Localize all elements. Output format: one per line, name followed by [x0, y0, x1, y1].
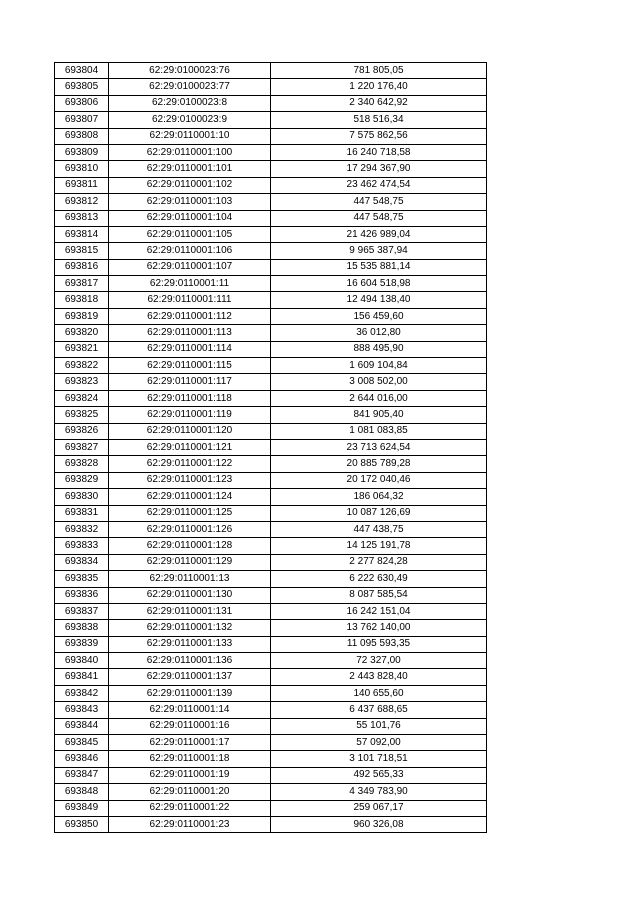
table-row	[55, 292, 487, 308]
row-number-cell: 693812	[55, 194, 109, 210]
cadastral-value-cell: 15 535 881,14	[271, 259, 487, 275]
cadastral-value-cell: 259 067,17	[271, 800, 487, 816]
row-number-cell: 693849	[55, 800, 109, 816]
table-row	[55, 144, 487, 160]
cadastral-number-cell: 62:29:0110001:106	[109, 243, 271, 259]
cadastral-value-cell: 518 516,34	[271, 112, 487, 128]
cadastral-value-cell: 12 494 138,40	[271, 292, 487, 308]
table-row	[55, 374, 487, 390]
cadastral-number-cell: 62:29:0110001:119	[109, 407, 271, 423]
row-number-cell: 693833	[55, 538, 109, 554]
cadastral-number-cell: 62:29:0110001:100	[109, 144, 271, 160]
cadastral-value-cell: 9 965 387,94	[271, 243, 487, 259]
cadastral-number-cell: 62:29:0110001:13	[109, 571, 271, 587]
table-row	[55, 816, 487, 832]
cadastral-value-cell: 1 081 083,85	[271, 423, 487, 439]
cadastral-number-cell: 62:29:0110001:130	[109, 587, 271, 603]
cadastral-value-table	[54, 62, 487, 833]
row-number-cell: 693826	[55, 423, 109, 439]
cadastral-number-cell: 62:29:0110001:17	[109, 735, 271, 751]
cadastral-value-cell: 2 644 016,00	[271, 390, 487, 406]
table-row	[55, 718, 487, 734]
row-number-cell: 693805	[55, 79, 109, 95]
row-number-cell: 693808	[55, 128, 109, 144]
cadastral-value-cell: 55 101,76	[271, 718, 487, 734]
table-row	[55, 702, 487, 718]
row-number-cell: 693804	[55, 63, 109, 79]
table-row	[55, 210, 487, 226]
cadastral-number-cell: 62:29:0110001:23	[109, 816, 271, 832]
table-row	[55, 177, 487, 193]
cadastral-value-cell: 6 437 688,65	[271, 702, 487, 718]
document-page	[54, 62, 486, 833]
table-row	[55, 79, 487, 95]
cadastral-number-cell: 62:29:0110001:104	[109, 210, 271, 226]
cadastral-number-cell: 62:29:0100023:8	[109, 95, 271, 111]
table-row	[55, 276, 487, 292]
cadastral-value-cell: 72 327,00	[271, 653, 487, 669]
row-number-cell: 693850	[55, 816, 109, 832]
cadastral-value-cell: 186 064,32	[271, 489, 487, 505]
cadastral-value-cell: 21 426 989,04	[271, 226, 487, 242]
cadastral-value-cell: 2 443 828,40	[271, 669, 487, 685]
table-row	[55, 505, 487, 521]
cadastral-number-cell: 62:29:0110001:122	[109, 456, 271, 472]
cadastral-value-cell: 6 222 630,49	[271, 571, 487, 587]
table-row	[55, 358, 487, 374]
cadastral-number-cell: 62:29:0110001:139	[109, 685, 271, 701]
cadastral-number-cell: 62:29:0110001:114	[109, 341, 271, 357]
cadastral-value-cell: 841 905,40	[271, 407, 487, 423]
cadastral-value-cell: 17 294 367,90	[271, 161, 487, 177]
table-row	[55, 341, 487, 357]
cadastral-value-cell: 447 438,75	[271, 521, 487, 537]
cadastral-value-cell: 156 459,60	[271, 308, 487, 324]
table-row	[55, 439, 487, 455]
row-number-cell: 693806	[55, 95, 109, 111]
row-number-cell: 693814	[55, 226, 109, 242]
row-number-cell: 693840	[55, 653, 109, 669]
cadastral-number-cell: 62:29:0110001:101	[109, 161, 271, 177]
cadastral-value-cell: 1 609 104,84	[271, 358, 487, 374]
cadastral-number-cell: 62:29:0110001:102	[109, 177, 271, 193]
cadastral-number-cell: 62:29:0110001:132	[109, 620, 271, 636]
table-row	[55, 538, 487, 554]
cadastral-number-cell: 62:29:0110001:137	[109, 669, 271, 685]
table-row	[55, 767, 487, 783]
table-row	[55, 243, 487, 259]
cadastral-value-cell: 2 340 642,92	[271, 95, 487, 111]
cadastral-value-cell: 3 101 718,51	[271, 751, 487, 767]
table-row	[55, 325, 487, 341]
cadastral-number-cell: 62:29:0110001:136	[109, 653, 271, 669]
table-row	[55, 194, 487, 210]
cadastral-number-cell: 62:29:0110001:129	[109, 554, 271, 570]
cadastral-value-cell: 11 095 593,35	[271, 636, 487, 652]
row-number-cell: 693818	[55, 292, 109, 308]
row-number-cell: 693844	[55, 718, 109, 734]
table-row	[55, 112, 487, 128]
cadastral-value-cell: 8 087 585,54	[271, 587, 487, 603]
cadastral-number-cell: 62:29:0110001:16	[109, 718, 271, 734]
table-row	[55, 571, 487, 587]
table-row	[55, 456, 487, 472]
cadastral-value-cell: 16 242 151,04	[271, 603, 487, 619]
table-row	[55, 95, 487, 111]
row-number-cell: 693836	[55, 587, 109, 603]
table-row	[55, 784, 487, 800]
cadastral-value-cell: 23 713 624,54	[271, 439, 487, 455]
table-row	[55, 423, 487, 439]
cadastral-number-cell: 62:29:0110001:118	[109, 390, 271, 406]
cadastral-number-cell: 62:29:0110001:131	[109, 603, 271, 619]
table-body	[55, 63, 487, 833]
row-number-cell: 693842	[55, 685, 109, 701]
row-number-cell: 693835	[55, 571, 109, 587]
cadastral-number-cell: 62:29:0110001:121	[109, 439, 271, 455]
cadastral-number-cell: 62:29:0110001:123	[109, 472, 271, 488]
cadastral-number-cell: 62:29:0110001:22	[109, 800, 271, 816]
table-row	[55, 407, 487, 423]
table-row	[55, 226, 487, 242]
table-row	[55, 603, 487, 619]
table-row	[55, 653, 487, 669]
row-number-cell: 693848	[55, 784, 109, 800]
cadastral-number-cell: 62:29:0110001:103	[109, 194, 271, 210]
table-row	[55, 63, 487, 79]
cadastral-value-cell: 140 655,60	[271, 685, 487, 701]
cadastral-number-cell: 62:29:0110001:125	[109, 505, 271, 521]
row-number-cell: 693832	[55, 521, 109, 537]
table-row	[55, 259, 487, 275]
row-number-cell: 693843	[55, 702, 109, 718]
cadastral-value-cell: 13 762 140,00	[271, 620, 487, 636]
cadastral-value-cell: 4 349 783,90	[271, 784, 487, 800]
cadastral-number-cell: 62:29:0110001:117	[109, 374, 271, 390]
cadastral-value-cell: 447 548,75	[271, 194, 487, 210]
row-number-cell: 693820	[55, 325, 109, 341]
cadastral-number-cell: 62:29:0110001:11	[109, 276, 271, 292]
cadastral-value-cell: 781 805,05	[271, 63, 487, 79]
table-row	[55, 620, 487, 636]
cadastral-value-cell: 1 220 176,40	[271, 79, 487, 95]
table-row	[55, 128, 487, 144]
table-row	[55, 685, 487, 701]
row-number-cell: 693824	[55, 390, 109, 406]
cadastral-value-cell: 57 092,00	[271, 735, 487, 751]
row-number-cell: 693846	[55, 751, 109, 767]
row-number-cell: 693821	[55, 341, 109, 357]
row-number-cell: 693830	[55, 489, 109, 505]
table-row	[55, 161, 487, 177]
table-row	[55, 636, 487, 652]
cadastral-number-cell: 62:29:0110001:10	[109, 128, 271, 144]
table-row	[55, 521, 487, 537]
table-row	[55, 751, 487, 767]
table-row	[55, 308, 487, 324]
row-number-cell: 693825	[55, 407, 109, 423]
cadastral-number-cell: 62:29:0100023:9	[109, 112, 271, 128]
cadastral-number-cell: 62:29:0110001:20	[109, 784, 271, 800]
cadastral-value-cell: 36 012,80	[271, 325, 487, 341]
row-number-cell: 693831	[55, 505, 109, 521]
table-row	[55, 390, 487, 406]
row-number-cell: 693823	[55, 374, 109, 390]
cadastral-value-cell: 888 495,90	[271, 341, 487, 357]
cadastral-number-cell: 62:29:0110001:18	[109, 751, 271, 767]
cadastral-value-cell: 20 885 789,28	[271, 456, 487, 472]
table-row	[55, 554, 487, 570]
row-number-cell: 693845	[55, 735, 109, 751]
table-row	[55, 800, 487, 816]
cadastral-value-cell: 16 604 518,98	[271, 276, 487, 292]
cadastral-value-cell: 447 548,75	[271, 210, 487, 226]
row-number-cell: 693819	[55, 308, 109, 324]
cadastral-value-cell: 23 462 474,54	[271, 177, 487, 193]
row-number-cell: 693847	[55, 767, 109, 783]
row-number-cell: 693813	[55, 210, 109, 226]
row-number-cell: 693827	[55, 439, 109, 455]
row-number-cell: 693834	[55, 554, 109, 570]
cadastral-number-cell: 62:29:0110001:128	[109, 538, 271, 554]
row-number-cell: 693828	[55, 456, 109, 472]
cadastral-number-cell: 62:29:0110001:124	[109, 489, 271, 505]
cadastral-value-cell: 2 277 824,28	[271, 554, 487, 570]
cadastral-number-cell: 62:29:0110001:105	[109, 226, 271, 242]
row-number-cell: 693839	[55, 636, 109, 652]
row-number-cell: 693807	[55, 112, 109, 128]
row-number-cell: 693810	[55, 161, 109, 177]
cadastral-number-cell: 62:29:0100023:77	[109, 79, 271, 95]
table-row	[55, 735, 487, 751]
row-number-cell: 693815	[55, 243, 109, 259]
table-row	[55, 587, 487, 603]
row-number-cell: 693837	[55, 603, 109, 619]
cadastral-number-cell: 62:29:0110001:113	[109, 325, 271, 341]
row-number-cell: 693817	[55, 276, 109, 292]
cadastral-number-cell: 62:29:0110001:14	[109, 702, 271, 718]
table-row	[55, 669, 487, 685]
cadastral-value-cell: 16 240 718,58	[271, 144, 487, 160]
cadastral-number-cell: 62:29:0110001:133	[109, 636, 271, 652]
cadastral-number-cell: 62:29:0110001:126	[109, 521, 271, 537]
row-number-cell: 693816	[55, 259, 109, 275]
cadastral-number-cell: 62:29:0110001:112	[109, 308, 271, 324]
cadastral-number-cell: 62:29:0110001:19	[109, 767, 271, 783]
table-row	[55, 472, 487, 488]
row-number-cell: 693809	[55, 144, 109, 160]
row-number-cell: 693822	[55, 358, 109, 374]
cadastral-value-cell: 7 575 862,56	[271, 128, 487, 144]
cadastral-value-cell: 3 008 502,00	[271, 374, 487, 390]
cadastral-value-cell: 20 172 040,46	[271, 472, 487, 488]
cadastral-number-cell: 62:29:0100023:76	[109, 63, 271, 79]
cadastral-number-cell: 62:29:0110001:120	[109, 423, 271, 439]
row-number-cell: 693829	[55, 472, 109, 488]
cadastral-value-cell: 10 087 126,69	[271, 505, 487, 521]
cadastral-value-cell: 960 326,08	[271, 816, 487, 832]
table-row	[55, 489, 487, 505]
cadastral-value-cell: 14 125 191,78	[271, 538, 487, 554]
row-number-cell: 693838	[55, 620, 109, 636]
cadastral-number-cell: 62:29:0110001:115	[109, 358, 271, 374]
cadastral-number-cell: 62:29:0110001:111	[109, 292, 271, 308]
cadastral-number-cell: 62:29:0110001:107	[109, 259, 271, 275]
row-number-cell: 693811	[55, 177, 109, 193]
cadastral-value-cell: 492 565,33	[271, 767, 487, 783]
row-number-cell: 693841	[55, 669, 109, 685]
